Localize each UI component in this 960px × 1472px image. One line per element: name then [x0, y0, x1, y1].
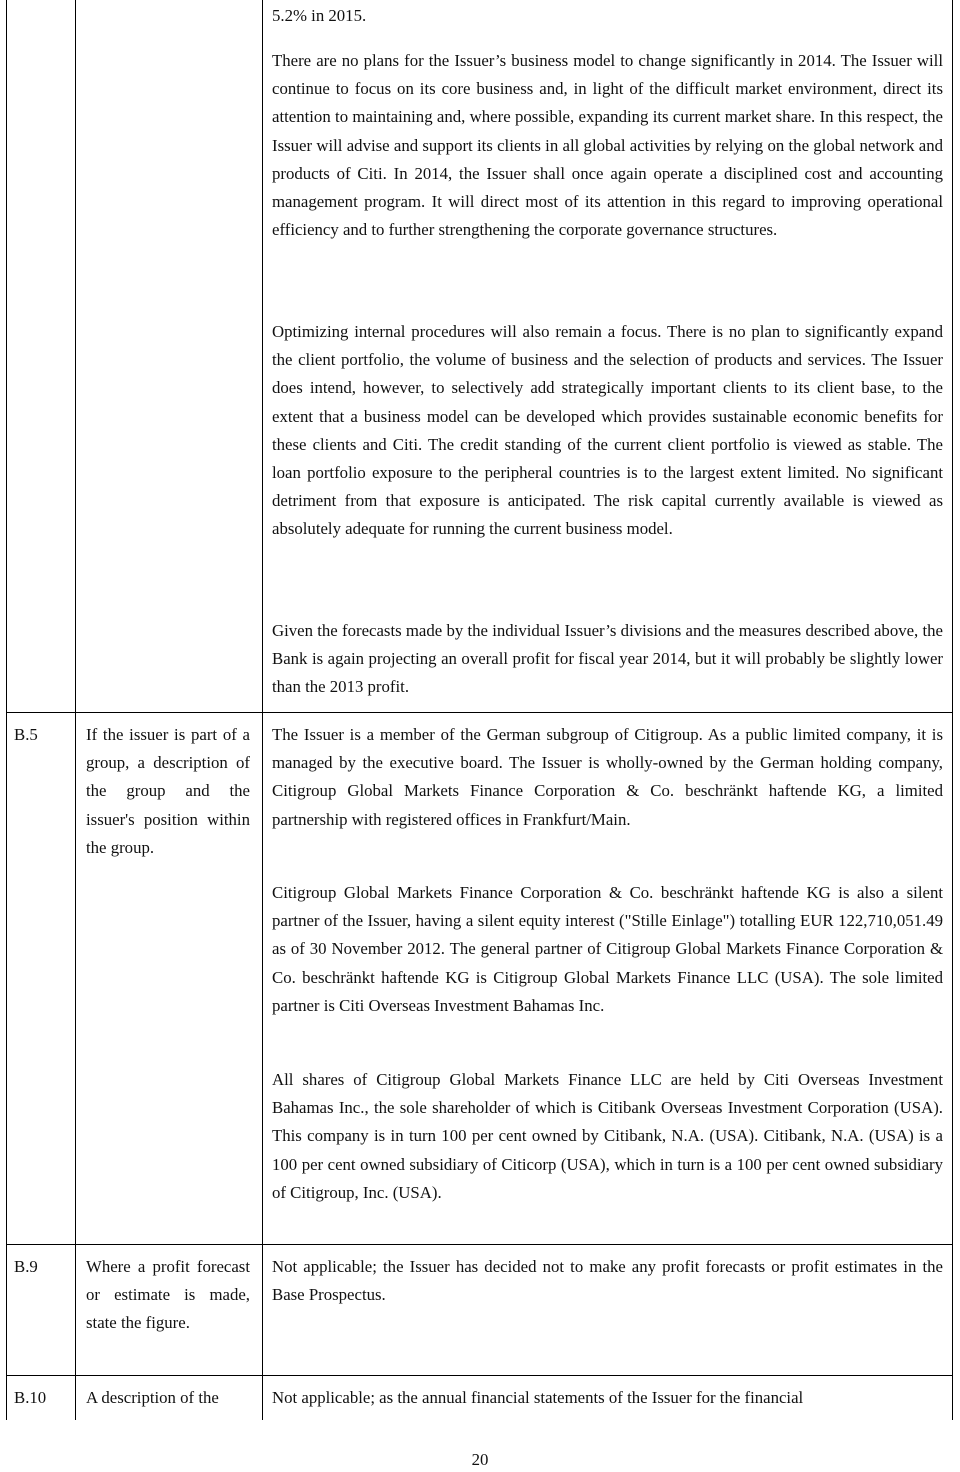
section-code-b5: B.5	[14, 725, 38, 744]
table-border-col2	[262, 0, 263, 1420]
paragraph-b4b-1: 5.2% in 2015.	[272, 6, 367, 25]
section-code-b10: B.10	[14, 1388, 47, 1407]
paragraph-b10-1: Not applicable; as the annual financial statements of the Issuer for the financial	[272, 1388, 804, 1407]
table-border-col1	[75, 0, 76, 1420]
table-border-left	[6, 0, 7, 1420]
section-label-b10: A description of the	[86, 1388, 219, 1407]
paragraph-b4b-2: There are no plans for the Issuer’s business model to change significantly in 2014. The Issuer will continue to focus on its core business and, in light of the difficult market environment, direct its attention to maintaining and, where possible, expanding its current market share. In this respect, the Issuer will advise and support its clients in all global activities by relying on the global network and products of Citi. In 2014, the Issuer shall once again operate a disciplined cost and accounting management program. It will direct most of its attention in this regard to improving operational efficiency and to further strengthening the corporate governance structures.	[272, 51, 943, 240]
section-label-b5: If the issuer is part of a group, a description of the group and the issuer's position within the group.	[86, 725, 250, 857]
paragraph-b9-1: Not applicable; the Issuer has decided not to make any profit forecasts or profit estimates in the Base Prospectus.	[272, 1257, 943, 1305]
paragraph-b5-1: The Issuer is a member of the German subgroup of Citigroup. As a public limited company, it is managed by the executive board. The Issuer is wholly-owned by the German holding company, Citigroup Global Markets Finance Corporation & Co. beschränkt haftende KG, a limited partnership with registered offices in Frankfurt/Main.	[272, 725, 943, 829]
row-divider-b9	[6, 1244, 952, 1245]
paragraph-b5-3: All shares of Citigroup Global Markets Finance LLC are held by Citi Overseas Investment Bahamas Inc., the sole shareholder of which is Citibank Overseas Investment Corporation (USA). This company is in turn 100 per cent owned by Citibank, N.A. (USA). Citibank, N.A. (USA) is a 100 per cent owned subsidiary of Citicorp (USA), which in turn is a 100 per cent owned subsidiary of Citigroup, Inc. (USA).	[272, 1070, 943, 1202]
section-label-b9: Where a profit forecast or estimate is made, state the figure.	[86, 1257, 250, 1333]
page-number: 20	[471, 1450, 489, 1469]
paragraph-b5-2: Citigroup Global Markets Finance Corporation & Co. beschränkt haftende KG is also a silent partner of the Issuer, having a silent equity interest ("Stille Einlage") totalling EUR 122,710,051.49 as of 30 November 2012. The general partner of Citigroup Global Markets Finance Corporation & Co. beschränkt haftende KG is Citigroup Global Markets Finance LLC (USA). The sole limited partner is Citi Overseas Investment Bahamas Inc.	[272, 883, 943, 1015]
paragraph-b4b-3: Optimizing internal procedures will also remain a focus. There is no plan to significantly expand the client portfolio, the volume of business and the selection of products and services. The Issuer does intend, however, to selectively add strategically important clients to its client base, to the extent that a business model can be developed which provides sustainable economic benefits for these clients and Citi. The credit standing of the current client portfolio is viewed as stable. The loan portfolio exposure to the peripheral countries is to the largest extent limited. No significant detriment from that exposure is anticipated. The risk capital currently available is viewed as absolutely adequate for running the current business model.	[272, 322, 943, 539]
row-divider-b5	[6, 712, 952, 713]
row-divider-b10	[6, 1375, 952, 1376]
section-code-b9: B.9	[14, 1257, 38, 1276]
table-border-right	[952, 0, 953, 1420]
paragraph-b4b-4: Given the forecasts made by the individual Issuer’s divisions and the measures described above, the Bank is again projecting an overall profit for fiscal year 2014, but it will probably be slightly lower than the 2013 profit.	[272, 621, 943, 697]
